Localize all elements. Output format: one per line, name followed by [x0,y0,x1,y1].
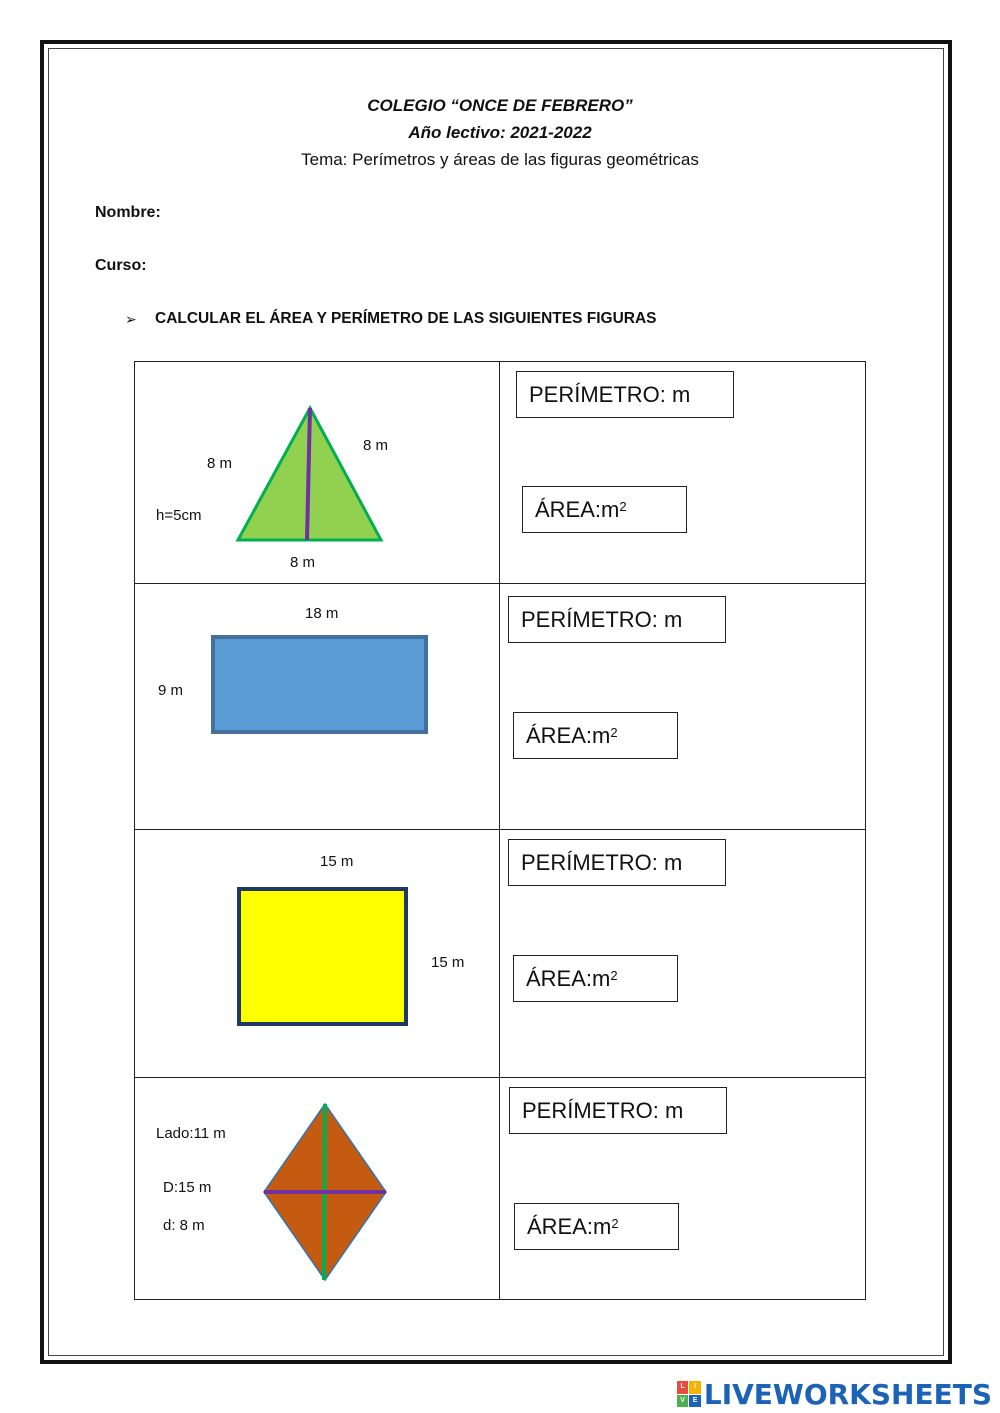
triangle-base-label: 8 m [290,554,316,571]
rhombus-major-diagonal-label: D:15 m [163,1179,212,1196]
liveworksheets-badge-icon [677,1381,701,1407]
area-label: ÁREA:m [535,496,620,522]
triangle-height-label: h=5cm [156,507,202,524]
school-name: COLEGIO “ONCE DE FEBRERO” [367,96,633,115]
perimeter-answer-box[interactable] [508,839,726,886]
liveworksheets-logo [677,1376,992,1412]
course-label: Curso: [95,257,147,274]
area-label: ÁREA:m [527,1213,612,1239]
triangle-left-side-label: 8 m [207,455,233,472]
area-exponent: 2 [611,1216,619,1231]
badge-letter: L [677,1381,689,1394]
name-label: Nombre: [95,204,161,221]
area-answer-box[interactable] [513,955,678,1002]
school-year: Año lectivo: 2021-2022 [408,123,592,142]
rhombus-side-label: Lado:11 m [156,1125,226,1142]
rhombus-minor-diagonal-label: d: 8 m [163,1217,205,1234]
area-answer-box[interactable] [513,712,678,759]
perimeter-answer-box[interactable] [509,1087,727,1134]
area-label: ÁREA:m [526,965,611,991]
area-exponent: 2 [610,725,618,740]
badge-letter: V [677,1395,689,1408]
perimeter-label: PERÍMETRO: m [521,849,683,875]
badge-letter: E [689,1395,701,1408]
arrow-bullet-icon: ➢ [125,310,137,327]
instruction-text: CALCULAR EL ÁREA Y PERÍMETRO DE LAS SIGUIENTES FIGURAS [155,310,657,327]
area-answer-box[interactable] [522,486,687,533]
worksheet-topic: Tema: Perímetros y áreas de las figuras geométricas [301,150,699,169]
square-right-label: 15 m [431,954,465,971]
area-exponent: 2 [610,968,618,983]
area-exponent: 2 [619,499,627,514]
area-label: ÁREA:m [526,722,611,748]
square-shape [239,889,406,1024]
area-answer-box[interactable] [514,1203,679,1250]
perimeter-label: PERÍMETRO: m [529,381,691,407]
perimeter-answer-box[interactable] [516,371,734,418]
rectangle-left-label: 9 m [158,682,184,699]
perimeter-label: PERÍMETRO: m [522,1097,684,1123]
liveworksheets-brand: LIVEWORKSHEETS [703,1377,992,1411]
rectangle-shape [213,637,426,732]
triangle-right-side-label: 8 m [363,437,389,454]
rectangle-top-label: 18 m [305,605,339,622]
perimeter-label: PERÍMETRO: m [521,606,683,632]
perimeter-answer-box[interactable] [508,596,726,643]
badge-letter: I [689,1381,701,1394]
square-top-label: 15 m [320,853,354,870]
